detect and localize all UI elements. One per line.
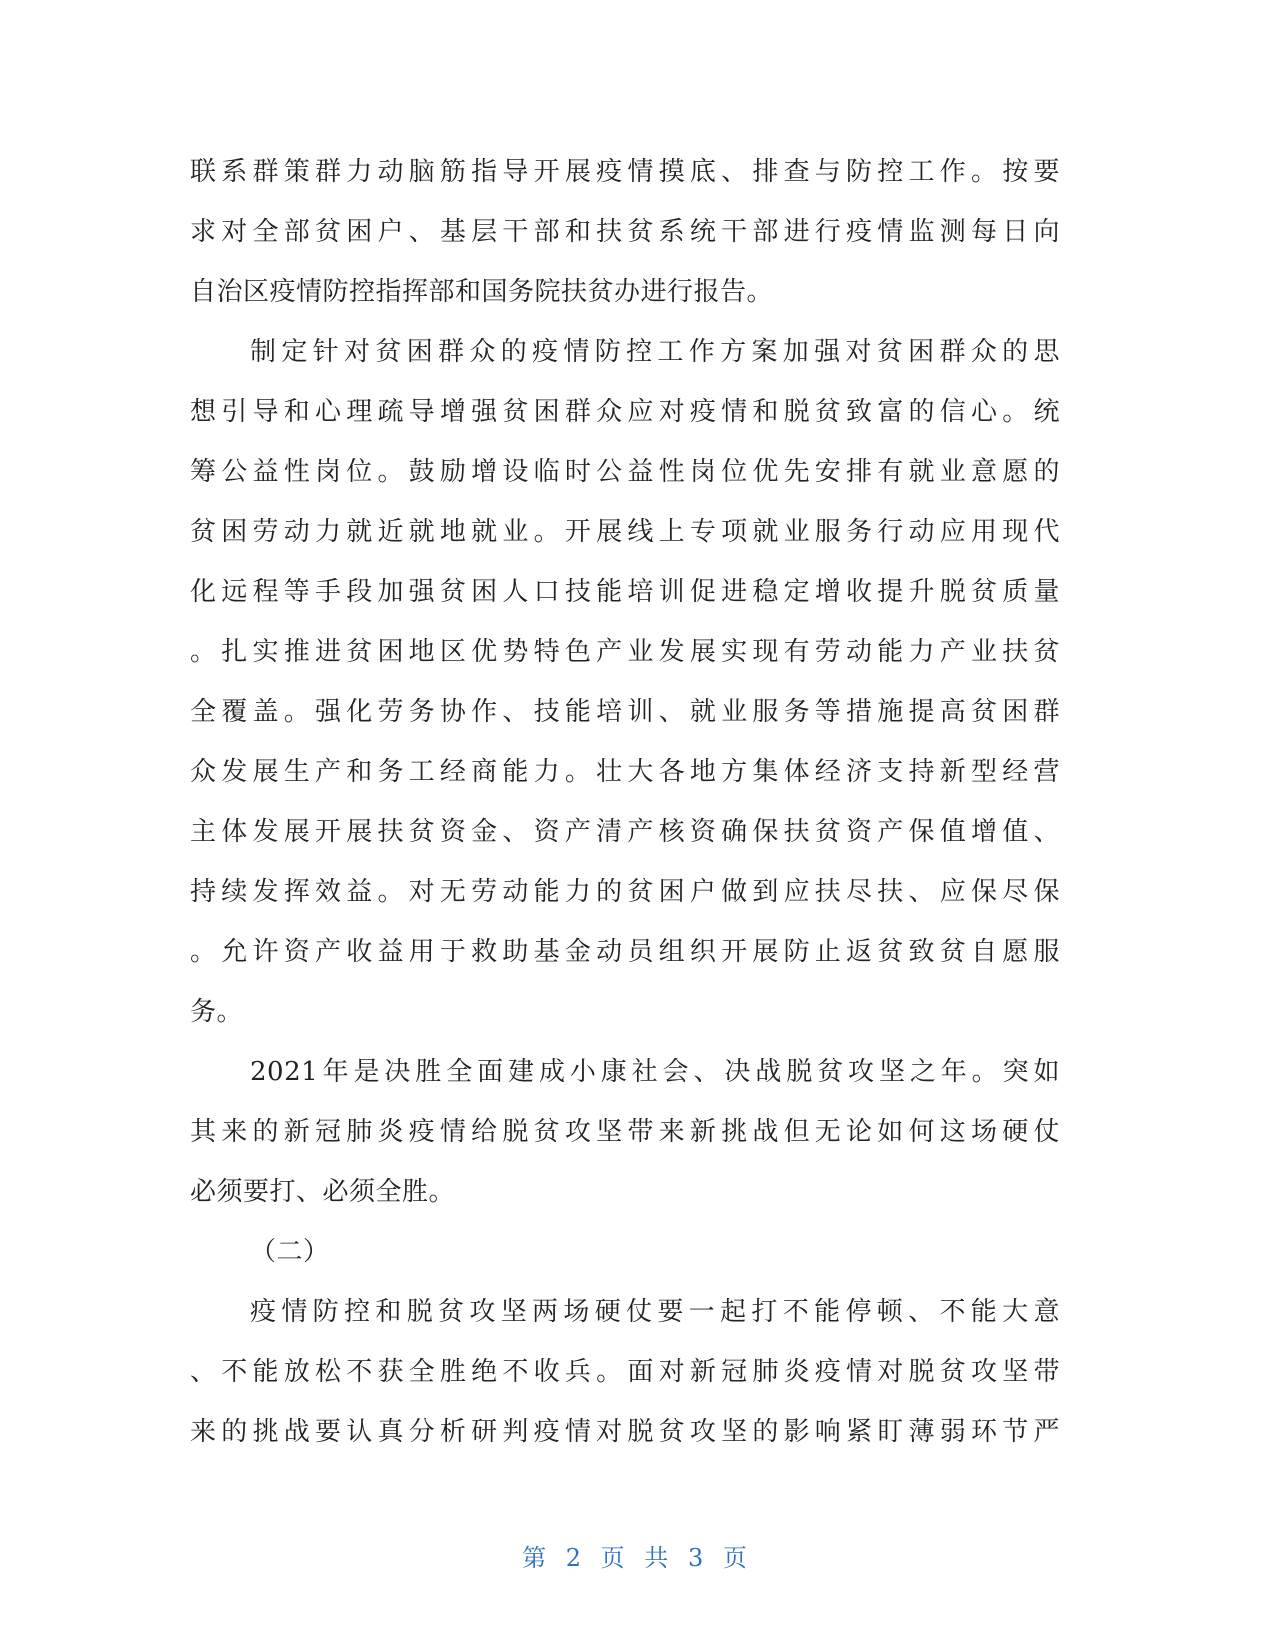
text-line: 自治区疫情防控指挥部和国务院扶贫办进行报告。 <box>190 277 774 307</box>
text-line: 想引导和心理疏导增强贫困群众应对疫情和脱贫致富的信心。统 <box>190 397 1060 427</box>
text-line: 、不能放松不获全胜绝不收兵。面对新冠肺炎疫情对脱贫攻坚带 <box>190 1357 1060 1387</box>
text-line: 化远程等手段加强贫困人口技能培训促进稳定增收提升脱贫质量 <box>190 577 1060 607</box>
text-line: 持续发挥效益。对无劳动能力的贫困户做到应扶尽扶、应保尽保 <box>190 877 1060 907</box>
text-line: 筹公益性岗位。鼓励增设临时公益性岗位优先安排有就业意愿的 <box>190 457 1060 487</box>
page-number-footer: 第 2 页 共 3 页 <box>522 1544 753 1572</box>
text-line: 。允许资产收益用于救助基金动员组织开展防止返贫致贫自愿服 <box>190 937 1060 967</box>
text-line: 。扎实推进贫困地区优势特色产业发展实现有劳动能力产业扶贫 <box>190 637 1060 667</box>
text-line: 联系群策群力动脑筋指导开展疫情摸底、排查与防控工作。按要 <box>190 157 1060 187</box>
text-line: 众发展生产和务工经商能力。壮大各地方集体经济支持新型经营 <box>190 757 1060 787</box>
text-line: 主体发展开展扶贫资金、资产清产核资确保扶贫资产保值增值、 <box>190 817 1060 847</box>
section-heading: （二） <box>250 1237 330 1267</box>
text-line: 来的挑战要认真分析研判疫情对脱贫攻坚的影响紧盯薄弱环节严 <box>190 1417 1060 1447</box>
text-line: 制定针对贫困群众的疫情防控工作方案加强对贫困群众的思 <box>250 337 1060 367</box>
document-body <box>190 142 1060 1462</box>
text-line: 疫情防控和脱贫攻坚两场硬仗要一起打不能停顿、不能大意 <box>250 1297 1060 1327</box>
text-line: 必须要打、必须全胜。 <box>190 1177 456 1207</box>
text-line: 务。 <box>190 997 244 1027</box>
text-line: 贫困劳动力就近就地就业。开展线上专项就业服务行动应用现代 <box>190 517 1060 547</box>
text-line: 全覆盖。强化劳务协作、技能培训、就业服务等措施提高贫困群 <box>190 697 1060 727</box>
text-line: 求对全部贫困户、基层干部和扶贫系统干部进行疫情监测每日向 <box>190 217 1060 247</box>
text-line: 2021年是决胜全面建成小康社会、决战脱贫攻坚之年。突如 <box>250 1057 1060 1087</box>
text-line: 其来的新冠肺炎疫情给脱贫攻坚带来新挑战但无论如何这场硬仗 <box>190 1117 1060 1147</box>
